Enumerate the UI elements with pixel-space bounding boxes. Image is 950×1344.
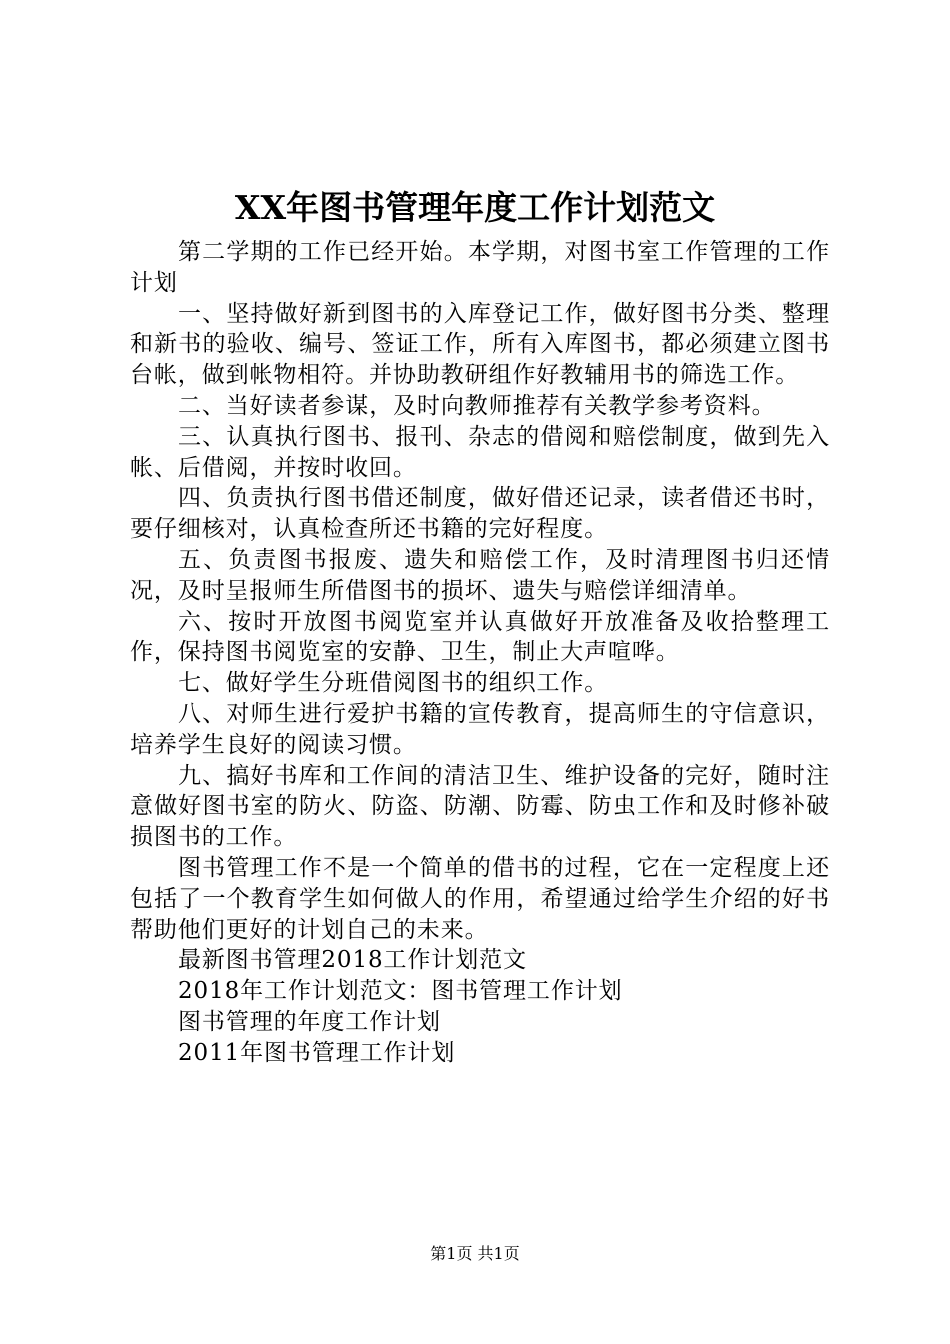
paragraph-conclusion: 图书管理工作不是一个简单的借书的过程，它在一定程度上还包括了一个教育学生如何做人的作用，希望通过给学生介绍的好书帮助他们更好的计划自己的未来。	[130, 854, 830, 943]
paragraph-item-6: 六、按时开放图书阅览室并认真做好开放准备及收拾整理工作，保持图书阅览室的安静、卫生，制止大声喧哗。	[130, 608, 830, 666]
paragraph-item-9: 九、搞好书库和工作间的清洁卫生、维护设备的完好，随时注意做好图书室的防火、防盗、防潮、防霉、防虫工作和及时修补破损图书的工作。	[130, 762, 830, 851]
page-footer: 第1页 共1页	[430, 1244, 520, 1263]
paragraph-item-5: 五、负责图书报废、遗失和赔偿工作，及时清理图书归还情况，及时呈报师生所借图书的损坏、遗失与赔偿详细清单。	[130, 546, 830, 604]
paragraph-item-1: 一、坚持做好新到图书的入库登记工作，做好图书分类、整理和新书的验收、编号、签证工作，所有入库图书，都必须建立图书台帐，做到帐物相符。并协助教研组作好教辅用书的筛选工作。	[130, 300, 830, 389]
paragraph-item-3: 三、认真执行图书、报刊、杂志的借阅和赔偿制度，做到先入帐、后借阅，并按时收回。	[130, 423, 830, 481]
related-link: 图书管理的年度工作计划	[178, 1008, 441, 1035]
paragraph-item-4: 四、负责执行图书借还制度，做好借还记录，读者借还书时，要仔细核对，认真检查所还书籍的完好程度。	[130, 485, 830, 543]
related-link: 2018年工作计划范文：图书管理工作计划	[178, 978, 623, 1005]
document-body	[130, 237, 830, 1069]
paragraph-item-2: 二、当好读者参谋，及时向教师推荐有关教学参考资料。	[178, 392, 776, 419]
paragraph-item-8: 八、对师生进行爱护书籍的宣传教育，提高师生的守信意识，培养学生良好的阅读习惯。	[130, 700, 830, 758]
related-link: 最新图书管理2018工作计划范文	[178, 947, 527, 974]
paragraph-intro: 第二学期的工作已经开始。本学期，对图书室工作管理的工作计划	[130, 239, 830, 296]
related-link: 2011年图书管理工作计划	[178, 1039, 456, 1066]
paragraph-item-7: 七、做好学生分班借阅图书的组织工作。	[178, 670, 609, 697]
document-title: XX年图书管理年度工作计划范文	[234, 188, 716, 227]
